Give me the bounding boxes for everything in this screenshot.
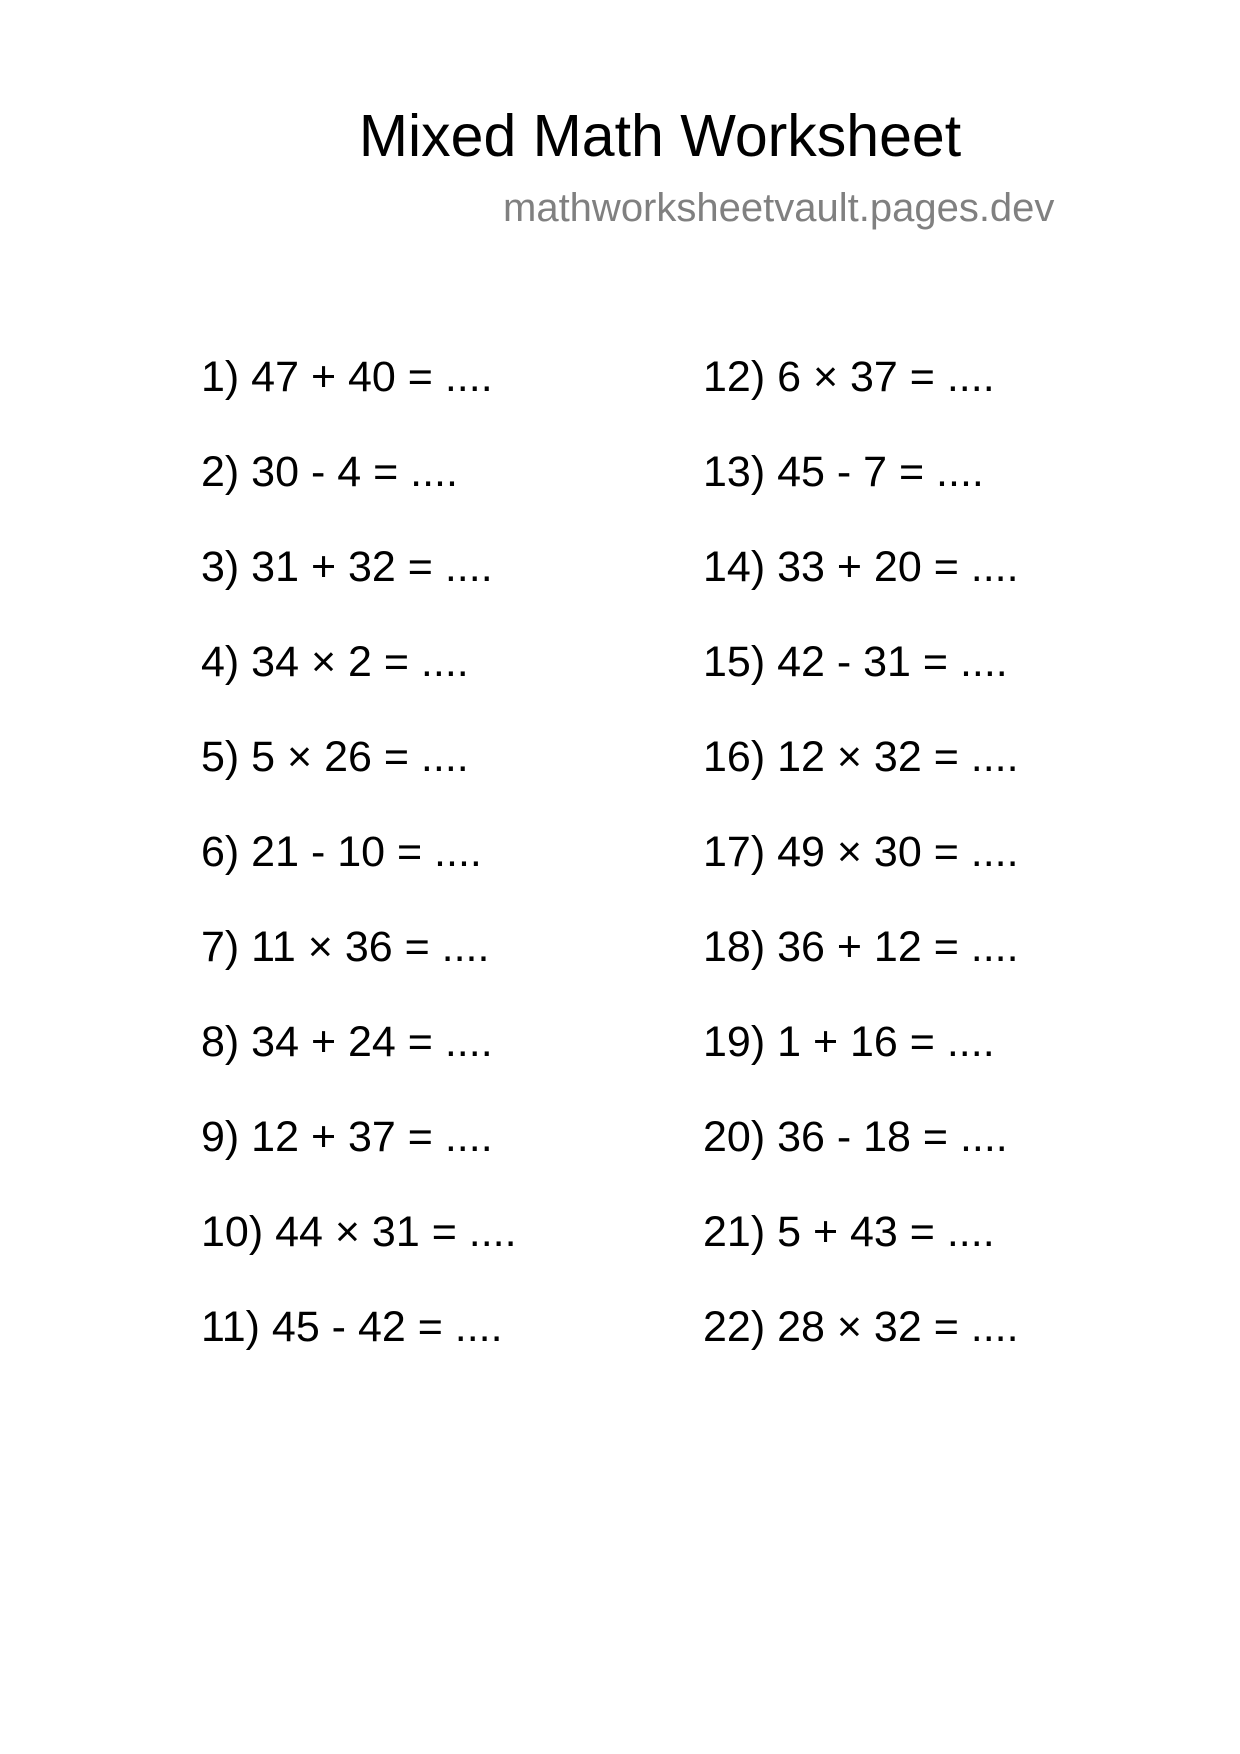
problem-item: 14) 33 + 20 = ....	[703, 543, 1019, 591]
problem-item: 16) 12 × 32 = ....	[703, 733, 1019, 781]
problem-item: 15) 42 - 31 = ....	[703, 638, 1008, 686]
problem-item: 4) 34 × 2 = ....	[201, 638, 469, 686]
worksheet-title: Mixed Math Worksheet	[358, 103, 962, 169]
problem-item: 5) 5 × 26 = ....	[201, 733, 469, 781]
problem-item: 20) 36 - 18 = ....	[703, 1113, 1008, 1161]
problem-item: 21) 5 + 43 = ....	[703, 1208, 995, 1256]
problem-item: 10) 44 × 31 = ....	[201, 1208, 517, 1256]
problem-item: 8) 34 + 24 = ....	[201, 1018, 493, 1066]
problem-item: 1) 47 + 40 = ....	[201, 353, 493, 401]
problem-item: 9) 12 + 37 = ....	[201, 1113, 493, 1161]
problem-item: 19) 1 + 16 = ....	[703, 1018, 995, 1066]
source-url: mathworksheetvault.pages.dev	[503, 186, 1055, 230]
problem-item: 11) 45 - 42 = ....	[201, 1303, 503, 1351]
problem-item: 12) 6 × 37 = ....	[703, 353, 995, 401]
problem-item: 7) 11 × 36 = ....	[201, 923, 490, 971]
problem-column-right	[703, 345, 1019, 1390]
problem-item: 22) 28 × 32 = ....	[703, 1303, 1019, 1351]
problem-item: 6) 21 - 10 = ....	[201, 828, 482, 876]
problem-item: 18) 36 + 12 = ....	[703, 923, 1019, 971]
problem-item: 13) 45 - 7 = ....	[703, 448, 984, 496]
problem-column-left	[201, 345, 517, 1390]
problem-item: 3) 31 + 32 = ....	[201, 543, 493, 591]
problem-item: 17) 49 × 30 = ....	[703, 828, 1019, 876]
problem-item: 2) 30 - 4 = ....	[201, 448, 458, 496]
